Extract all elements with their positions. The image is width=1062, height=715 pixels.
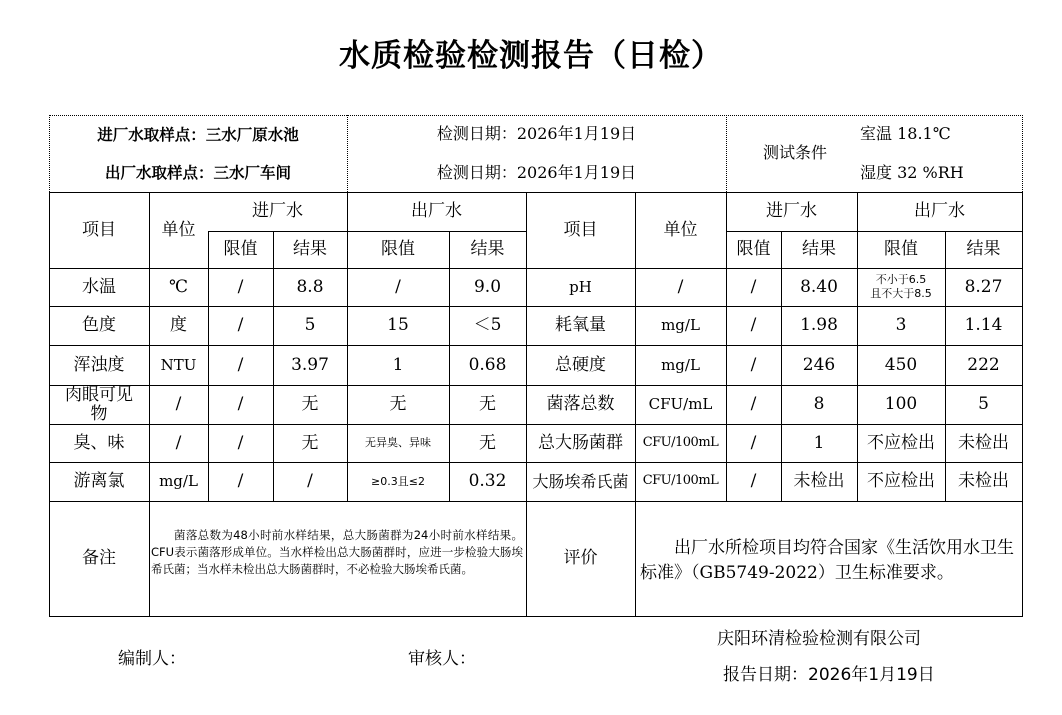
- left-row-out-result: ＜5: [473, 315, 502, 336]
- evaluation-text: 出厂水所检项目均符合国家《生活饮用水卫生标准》（GB5749-2022）卫生标准要求。: [640, 538, 1014, 583]
- right-row-in-limit: /: [750, 354, 757, 375]
- right-row-out-limit: 不应检出: [867, 471, 935, 492]
- header-outlet-result-right: 结果: [966, 239, 1001, 260]
- left-row-in-result: /: [307, 471, 313, 492]
- left-row-unit: ℃: [168, 276, 189, 297]
- right-row-in-result: 1: [813, 432, 825, 453]
- left-row-in-limit: /: [237, 471, 244, 492]
- left-row-out-result: 0.68: [468, 354, 507, 375]
- right-row-in-result: 8: [813, 394, 825, 415]
- header-item: 项目: [82, 219, 116, 240]
- left-row-item: 肉眼可见物: [65, 384, 133, 424]
- left-row-in-limit: /: [237, 354, 244, 375]
- left-row-in-result: 无: [301, 394, 319, 415]
- header-outlet: 出厂水: [411, 201, 462, 222]
- left-row-out-limit: 15: [387, 315, 409, 336]
- left-row-unit: 度: [170, 315, 187, 336]
- info-right-border: [1022, 115, 1023, 192]
- right-row-out-limit: 3: [895, 315, 907, 336]
- right-row-in-result: 1.98: [800, 315, 838, 336]
- left-row-in-result: 无: [301, 432, 319, 453]
- left-row-unit: NTU: [160, 355, 197, 374]
- left-row-out-result: 无: [479, 432, 496, 453]
- left-row-in-limit: /: [237, 276, 244, 297]
- left-row-in-result: 5: [304, 315, 316, 336]
- left-row-item: 游离氯: [73, 471, 125, 492]
- right-row-out-limit: 450: [884, 354, 918, 375]
- left-row-out-limit: /: [395, 276, 401, 297]
- left-row-out-result: 无: [479, 394, 496, 415]
- right-row-item: 耗氧量: [555, 315, 606, 336]
- left-row-item: 水温: [82, 276, 116, 297]
- header-inlet-limit-right: 限值: [736, 239, 771, 260]
- right-row-in-limit: /: [750, 432, 757, 453]
- right-row-in-limit: /: [750, 276, 757, 297]
- left-row-out-limit: 无: [389, 394, 407, 415]
- right-row-out-result: 8.27: [964, 276, 1003, 297]
- right-row-out-limit: 不应检出: [867, 432, 935, 453]
- ph-limit-line1: 不小于6.5: [875, 273, 927, 287]
- left-row-in-limit: /: [237, 315, 244, 336]
- reviewer-label: 审核人：: [408, 649, 476, 669]
- room-temperature: 室温 18.1℃: [860, 124, 951, 144]
- right-row-item: 大肠埃希氏菌: [532, 471, 629, 491]
- test-date-2: 检测日期：2026年1月19日: [436, 163, 637, 183]
- header-outlet-result: 结果: [470, 239, 505, 260]
- right-row-in-result: 未检出: [793, 471, 845, 492]
- right-row-unit: CFU/mL: [648, 395, 713, 414]
- header-item-right: 项目: [563, 219, 598, 240]
- left-row-in-result: 8.8: [296, 276, 324, 297]
- left-row-out-result: 0.32: [468, 471, 507, 492]
- right-row-in-limit: /: [750, 471, 757, 492]
- outlet-sample-point: 出厂水取样点：三水厂车间: [104, 164, 291, 183]
- right-row-item: pH: [569, 277, 592, 296]
- notes-label: 备注: [82, 548, 116, 569]
- evaluation-label: 评价: [563, 548, 598, 569]
- left-row-out-limit: 1: [392, 354, 404, 375]
- right-row-in-limit: /: [750, 394, 757, 415]
- grid-line: [1022, 192, 1023, 616]
- inlet-sample-point: 进厂水取样点：三水厂原水池: [97, 126, 299, 145]
- right-row-in-result: 8.40: [800, 276, 838, 297]
- header-inlet: 进厂水: [252, 201, 303, 222]
- grid-line: [49, 616, 1023, 617]
- ph-limit-line2: 且不大于8.5: [870, 287, 932, 300]
- left-row-item: 臭、味: [73, 432, 125, 453]
- right-row-out-result: 未检出: [958, 471, 1009, 492]
- right-row-out-result: 1.14: [964, 315, 1003, 336]
- right-row-item: 总大肠菌群: [538, 432, 623, 453]
- left-row-item: 色度: [82, 315, 116, 336]
- left-row-unit: /: [175, 394, 182, 415]
- left-row-out-limit: ≥0.3且≤2: [371, 474, 425, 488]
- left-row-in-limit: /: [237, 432, 244, 453]
- right-row-unit: mg/L: [661, 355, 700, 374]
- header-outlet-limit-right: 限值: [884, 239, 918, 260]
- right-row-item: 总硬度: [555, 354, 606, 375]
- header-inlet-right: 进厂水: [766, 201, 817, 222]
- right-row-out-limit: 100: [884, 394, 918, 415]
- right-row-item: 菌落总数: [546, 394, 615, 415]
- humidity: 湿度 32 %RH: [860, 163, 964, 183]
- header-unit: 单位: [161, 219, 196, 240]
- right-row-in-result: 246: [802, 354, 836, 375]
- test-conditions-label: 测试条件: [762, 143, 827, 163]
- notes-text: 菌落总数为48小时前水样结果，总大肠菌群为24小时前水样结果。CFU表示菌落形成单位。当水样检出总大肠菌群时，应进一步检验大肠埃希氏菌；当水样未检出总大肠菌群时，不必检验大肠埃希氏菌。: [151, 528, 523, 576]
- header-inlet-result: 结果: [293, 239, 327, 260]
- left-row-unit: /: [175, 432, 182, 453]
- left-row-unit: mg/L: [159, 472, 198, 491]
- header-inlet-result-right: 结果: [802, 239, 836, 260]
- right-row-unit: CFU/100mL: [642, 473, 719, 489]
- right-row-unit: CFU/100mL: [642, 434, 719, 450]
- right-row-out-result: 5: [978, 394, 989, 415]
- header-outlet-right: 出厂水: [914, 201, 965, 222]
- company-name: 庆阳环清检验检测有限公司: [717, 629, 921, 649]
- left-row-in-result: 3.97: [291, 354, 329, 375]
- test-date-1: 检测日期：2026年1月19日: [436, 124, 637, 144]
- header-inlet-limit: 限值: [223, 239, 258, 260]
- left-row-out-result: 9.0: [473, 276, 502, 297]
- right-row-unit: mg/L: [661, 316, 700, 335]
- right-row-out-result: 未检出: [958, 432, 1009, 453]
- info-divider-2: [726, 115, 727, 192]
- left-row-item: 浑浊度: [73, 354, 125, 375]
- right-row-unit: /: [677, 276, 684, 297]
- page-title: 水质检验检测报告（日检）: [339, 38, 723, 74]
- right-row-in-limit: /: [750, 315, 757, 336]
- right-row-out-result: 222: [967, 354, 1000, 375]
- header-unit-right: 单位: [663, 219, 698, 240]
- header-outlet-limit: 限值: [381, 239, 415, 260]
- report-date: 报告日期：2026年1月19日: [723, 665, 935, 685]
- compiler-label: 编制人：: [118, 649, 186, 669]
- left-row-out-limit: 无异臭、异味: [365, 436, 431, 450]
- right-row-out-limit: [857, 268, 945, 306]
- left-row-in-limit: /: [237, 394, 244, 415]
